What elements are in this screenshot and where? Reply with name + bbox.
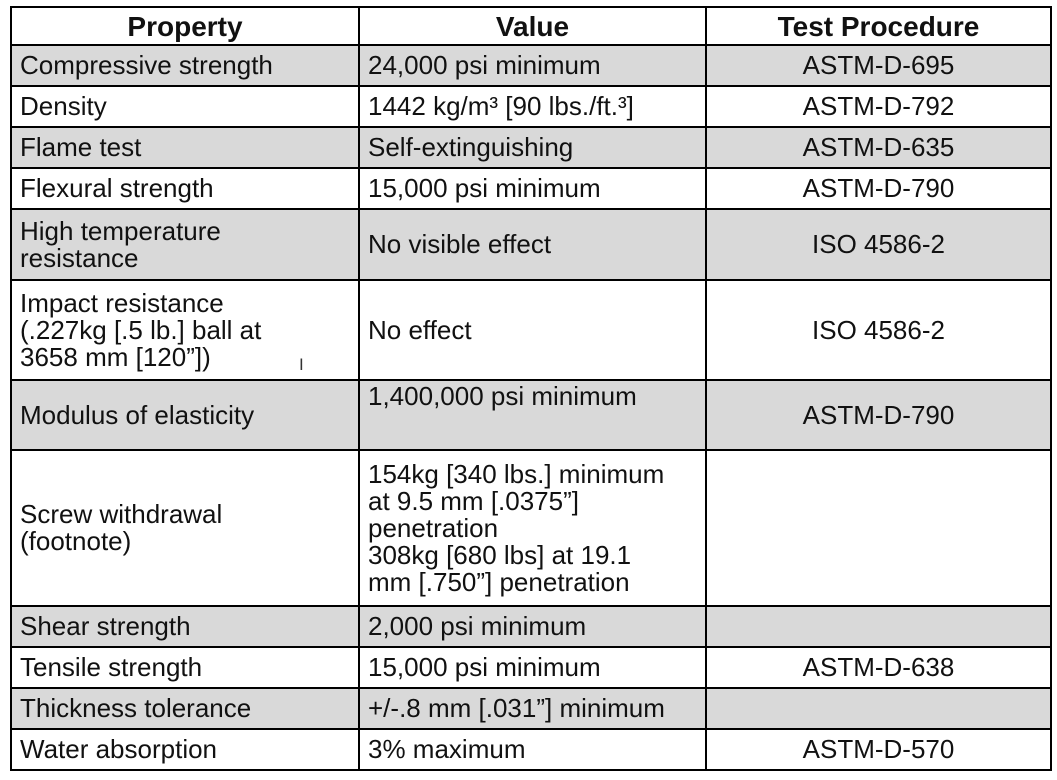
table-row	[11, 209, 1051, 280]
header-test-procedure: Test Procedure	[706, 7, 1051, 45]
procedure-cell: ASTM-D-638	[706, 647, 1051, 688]
property-cell: Shear strength	[11, 606, 359, 647]
property-cell: Tensile strength	[11, 647, 359, 688]
property-cell: Water absorption	[11, 729, 359, 770]
table-row	[11, 86, 1051, 127]
header-property: Property	[11, 7, 359, 45]
header-value: Value	[359, 7, 706, 45]
procedure-cell: ASTM-D-790	[706, 380, 1051, 450]
value-cell: No effect	[359, 280, 706, 380]
value-cell: 15,000 psi minimum	[359, 168, 706, 209]
property-cell: Compressive strength	[11, 45, 359, 86]
property-cell: Screw withdrawal (footnote)	[11, 450, 359, 606]
table-header-row	[11, 7, 1051, 45]
procedure-cell: ASTM-D-635	[706, 127, 1051, 168]
procedure-cell	[706, 606, 1051, 647]
property-cell: Flexural strength	[11, 168, 359, 209]
property-cell: Density	[11, 86, 359, 127]
property-cell: Modulus of elasticity	[11, 380, 359, 450]
procedure-cell: ASTM-D-792	[706, 86, 1051, 127]
table-row	[11, 729, 1051, 770]
value-cell: 1,400,000 psi minimum	[359, 380, 706, 450]
property-cell: Impact resistance (.227kg [.5 lb.] ball at 3658 mm [120”])	[11, 280, 359, 380]
value-cell: 3% maximum	[359, 729, 706, 770]
procedure-cell	[706, 688, 1051, 729]
procedure-cell: ASTM-D-570	[706, 729, 1051, 770]
property-cell: Thickness tolerance	[11, 688, 359, 729]
table-row	[11, 606, 1051, 647]
value-cell: 2,000 psi minimum	[359, 606, 706, 647]
table-row	[11, 280, 1051, 380]
procedure-cell: ISO 4586-2	[706, 280, 1051, 380]
procedure-cell	[706, 450, 1051, 606]
property-cell: Flame test	[11, 127, 359, 168]
value-cell: 24,000 psi minimum	[359, 45, 706, 86]
table-row	[11, 647, 1051, 688]
properties-table	[10, 6, 1052, 771]
table-row	[11, 688, 1051, 729]
property-cell: High temperature resistance	[11, 209, 359, 280]
procedure-cell: ASTM-D-790	[706, 168, 1051, 209]
procedure-cell: ISO 4586-2	[706, 209, 1051, 280]
value-cell: 154kg [340 lbs.] minimum at 9.5 mm [.0375”] penetration 308kg [680 lbs] at 19.1 mm [.750”] penetration	[359, 450, 706, 606]
value-cell: No visible effect	[359, 209, 706, 280]
value-cell: +/-.8 mm [.031”] minimum	[359, 688, 706, 729]
value-cell: 1442 kg/m³ [90 lbs./ft.³]	[359, 86, 706, 127]
table-row	[11, 127, 1051, 168]
table-row	[11, 450, 1051, 606]
table-row	[11, 45, 1051, 86]
value-cell: 15,000 psi minimum	[359, 647, 706, 688]
table-row	[11, 380, 1051, 450]
text-cursor-icon: I	[299, 355, 304, 374]
value-cell: Self-extinguishing	[359, 127, 706, 168]
table-row	[11, 168, 1051, 209]
procedure-cell: ASTM-D-695	[706, 45, 1051, 86]
